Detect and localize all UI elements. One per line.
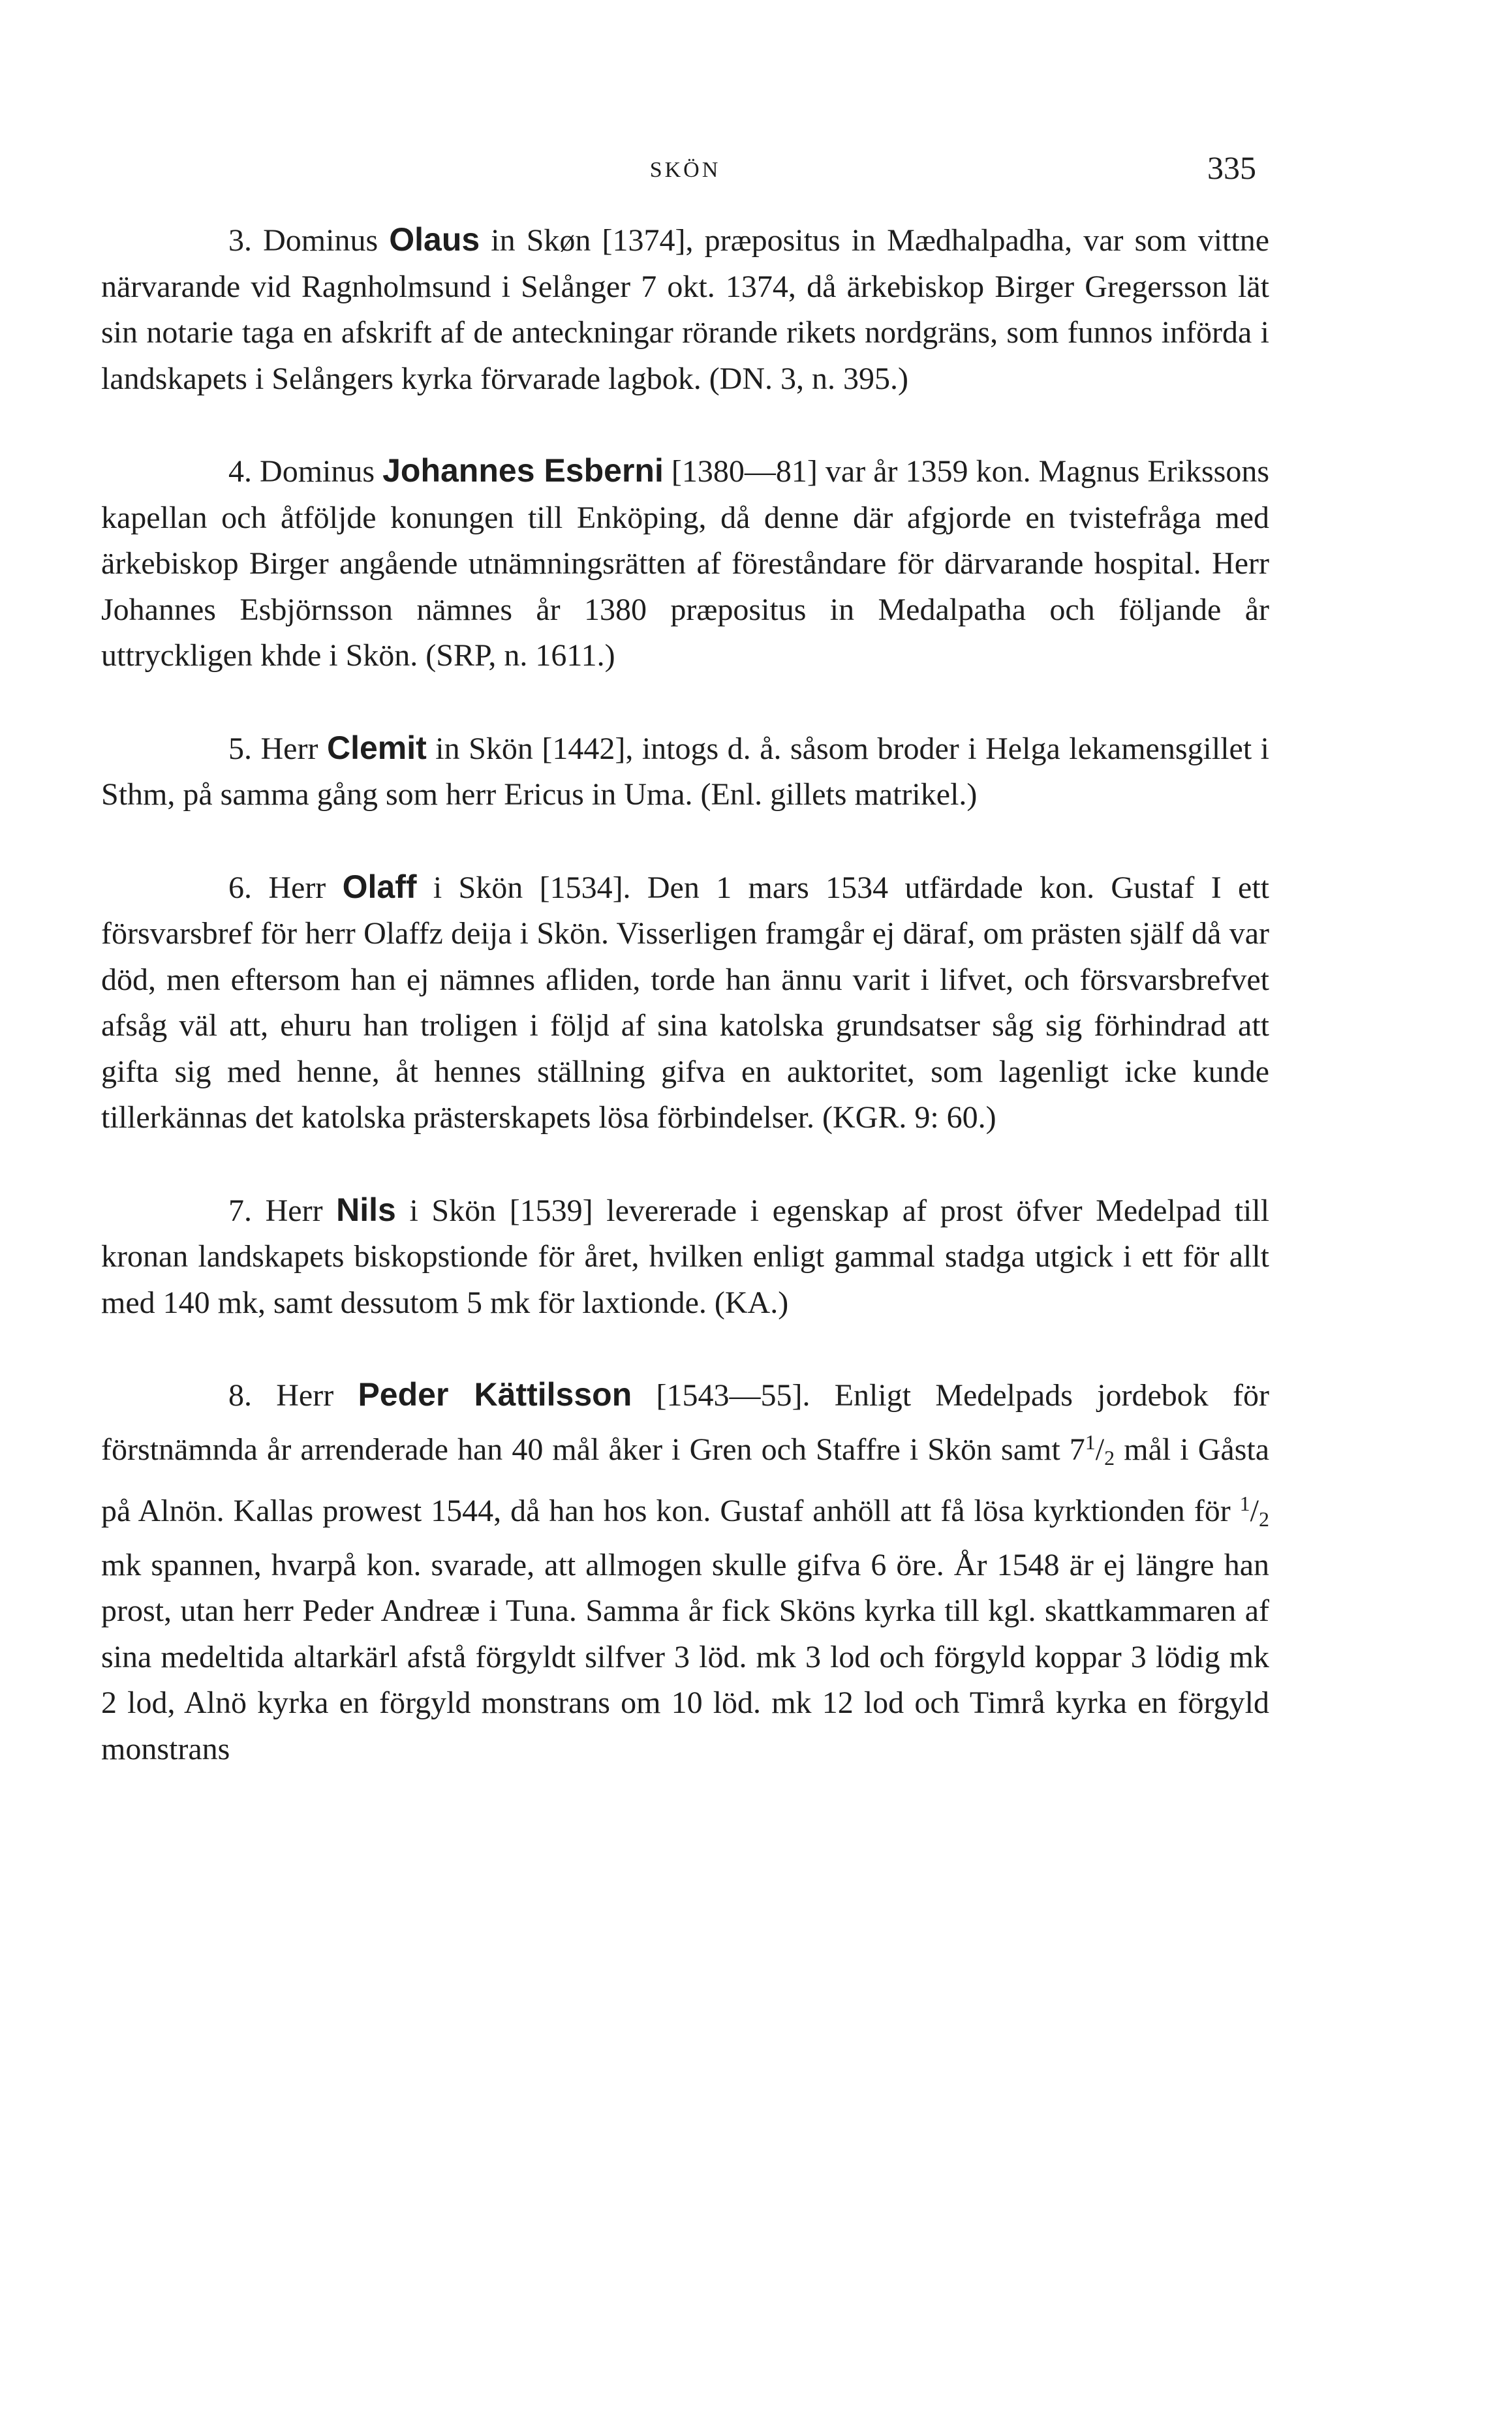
entry-title-word: Herr — [265, 1193, 323, 1228]
fraction-numerator: 1 — [1239, 1492, 1250, 1515]
entry-title-word: Herr — [268, 870, 326, 905]
entry-name: Olaff — [342, 868, 417, 905]
fraction-numerator: 1 — [1085, 1430, 1096, 1454]
fraction-half: $^1/_2$ — [1085, 1430, 1115, 1469]
entry-6 — [101, 864, 1269, 1141]
running-title: SKÖN — [649, 158, 721, 182]
entry-number: 7. — [228, 1193, 252, 1228]
entry-title-word: Herr — [260, 731, 318, 766]
entry-text: i Skön [1534]. Den 1 mars 1534 utfärdade kon. Gustaf I ett försvarsbref för herr Olaffz deija i Skön. Visserligen framgår ej däraf, om prästen själf då var död, men eftersom han ej nämnes afliden, torde han ännu varit i lifvet, och försvarsbrefvet afsåg väl att, ehuru han troligen i följd af sina katolska grundsatser såg sig förhindrad att gifta sig med henne, åt hennes ställning gifva en auktoritet, som lagenligt icke kunde tillerkännas det katolska prästerskapets lösa förbindelser. (KGR. 9: 60.) — [101, 870, 1270, 1135]
entry-3 — [101, 217, 1269, 402]
page-body — [101, 217, 1269, 1772]
entry-4 — [101, 448, 1269, 679]
entry-text: [1380—81] var år 1359 kon. Magnus Erikssons kapellan och åtföljde konungen till Enköping, då denne där afgjorde en tvistefråga med ärkebiskop Birger angående utnämningsrätten af föreståndare för därvarande hospital. Herr Johannes Esbjörnsson nämnes år 1380 præpositus in Medalpatha och följande år uttryckligen khde i Skön. (SRP, n. 1611.) — [101, 454, 1270, 673]
entry-name: Clemit — [326, 729, 427, 766]
page-header — [101, 149, 1269, 194]
entry-8 — [101, 1372, 1269, 1772]
entry-name: Peder Kättilsson — [358, 1376, 632, 1413]
entry-text: in Skøn [1374], præpositus in Mædhalpadha, var som vittne närvarande vid Ragnholmsund i Selånger 7 okt. 1374, då ärkebiskop Birger Gregersson lät sin notarie taga en afskrift af de anteckningar rörande rikets nordgräns, som funnos införda i landskapets i Selångers kyrka förvarade lagbok. (DN. 3, n. 395.) — [101, 223, 1270, 396]
entry-number: 8. — [228, 1378, 252, 1413]
entry-7 — [101, 1187, 1269, 1327]
entry-text-part-a: [1543—55]. Enligt Medelpads jordebok för förstnämnda år arrenderade han 40 mål åker i Gren och Staffre i Skön samt 7 — [101, 1378, 1269, 1467]
fraction-denominator: 2 — [1259, 1507, 1270, 1531]
entry-text-part-c: mk spannen, hvarpå kon. svarade, att allmogen skulle gifva 6 öre. År 1548 är ej längre han prost, utan herr Peder Andreæ i Tuna. Samma år fick Sköns kyrka till kgl. skattkammaren af sina medeltida altarkärl afstå förgyldt silfver 3 löd. mk 3 lod och förgyld koppar 3 lödig mk 2 lod, Alnö kyrka en förgyld monstrans om 10 löd. mk 12 lod och Timrå kyrka en förgyld monstrans — [101, 1547, 1269, 1766]
entry-number: 5. — [228, 731, 252, 766]
entry-number: 4. — [228, 454, 252, 489]
entry-number: 3. — [228, 223, 252, 258]
entry-name: Nils — [336, 1191, 396, 1228]
fraction-half: $^1/_2$ — [1239, 1492, 1270, 1531]
entry-text: in Skön [1442], intogs d. å. såsom broder i Helga lekamensgillet i Sthm, på samma gång som herr Ericus in Uma. (Enl. gillets matrikel.) — [101, 731, 1270, 812]
entry-text: i Skön [1539] levererade i egenskap af prost öfver Medelpad till kronan landskapets biskopstionde för året, hvilken enligt gammal stadga utgick i ett för allt med 140 mk, samt dessutom 5 mk för laxtionde. (KA.) — [101, 1193, 1270, 1320]
entry-title-word: Herr — [276, 1378, 334, 1413]
entry-name: Olaus — [389, 221, 480, 258]
entry-title-word: Dominus — [260, 454, 375, 489]
entry-number: 6. — [228, 870, 252, 905]
entry-5 — [101, 725, 1269, 818]
entry-text-part-b: mål i Gåsta på Alnön. Kallas prowest 1544, då han hos kon. Gustaf anhöll att få lösa kyrktionden för — [101, 1432, 1270, 1528]
entry-title-word: Dominus — [263, 223, 378, 258]
page-number: 335 — [1207, 149, 1256, 186]
fraction-denominator: 2 — [1104, 1445, 1115, 1469]
entry-name: Johannes Esberni — [382, 452, 664, 489]
